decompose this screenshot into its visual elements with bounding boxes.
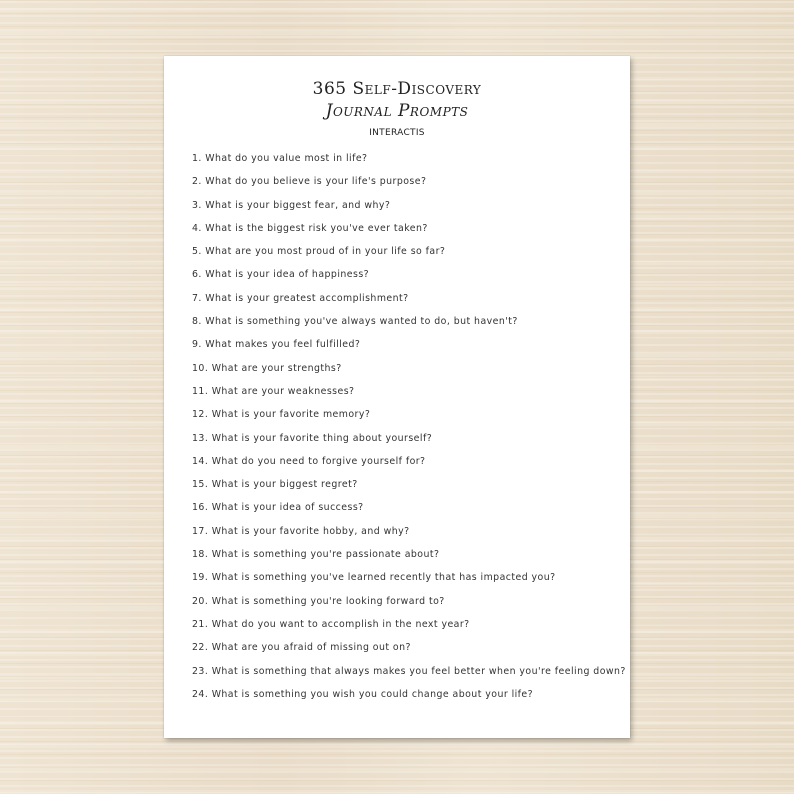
prompt-item: 19. What is something you've learned recently that has impacted you? <box>192 572 556 584</box>
prompt-item: 12. What is your favorite memory? <box>192 409 371 421</box>
prompt-item: 16. What is your idea of success? <box>192 502 364 514</box>
prompt-item: 22. What are you afraid of missing out on? <box>192 642 411 654</box>
prompt-item: 17. What is your favorite hobby, and why? <box>192 525 410 537</box>
title-line-2: Journal Prompts <box>325 101 469 121</box>
prompt-item: 1. What do you value most in life? <box>192 153 368 164</box>
journal-page <box>164 56 630 738</box>
prompt-item: 15. What is your biggest regret? <box>192 479 358 491</box>
prompt-item: 6. What is your idea of happiness? <box>192 269 370 281</box>
prompt-item: 18. What is something you're passionate about? <box>192 549 440 561</box>
prompt-item: 5. What are you most proud of in your life so far? <box>192 246 446 258</box>
prompt-item: 3. What is your biggest fear, and why? <box>192 199 391 211</box>
prompt-item: 11. What are your weaknesses? <box>192 385 355 397</box>
prompt-item: 8. What is something you've always wanted to do, but haven't? <box>192 316 518 328</box>
prompt-item: 20. What is something you're looking forward to? <box>192 595 445 607</box>
prompt-item: 14. What do you need to forgive yourself for? <box>192 455 426 467</box>
prompt-item: 4. What is the biggest risk you've ever taken? <box>192 222 428 234</box>
prompt-list <box>192 152 626 711</box>
prompt-item: 21. What do you want to accomplish in the next year? <box>192 618 470 630</box>
prompt-item: 10. What are your strengths? <box>192 362 342 374</box>
title-line-1: 365 Self-Discovery <box>312 79 482 99</box>
prompt-item: 24. What is something you wish you could change about your life? <box>192 688 534 700</box>
prompt-item: 13. What is your favorite thing about yourself? <box>192 432 433 444</box>
prompt-item: 7. What is your greatest accomplishment? <box>192 292 409 304</box>
prompt-item: 2. What do you believe is your life's purpose? <box>192 176 427 188</box>
brand-subtitle: INTERACTIS <box>369 128 425 138</box>
prompt-item: 23. What is something that always makes you feel better when you're feeling down? <box>192 665 626 677</box>
prompt-item: 9. What makes you feel fulfilled? <box>192 339 361 351</box>
